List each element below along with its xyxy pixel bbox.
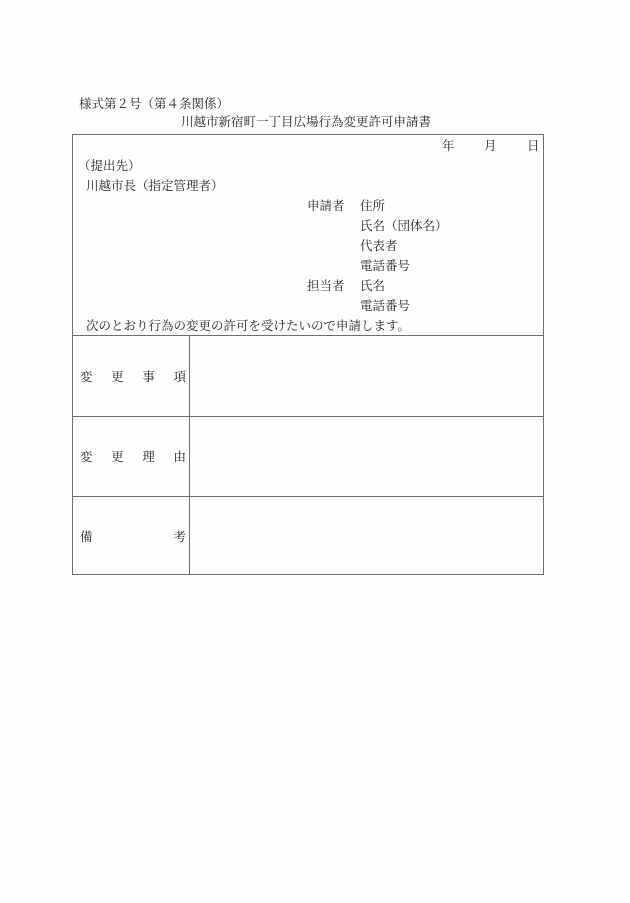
remarks-label: 備 考	[80, 528, 186, 544]
change-items-input[interactable]	[190, 336, 543, 416]
contact-phone-field[interactable]: 電話番号	[360, 298, 411, 313]
change-reason-input[interactable]	[190, 416, 543, 496]
table-row-change-reason	[73, 416, 543, 497]
applicant-label: 申請者	[307, 198, 345, 213]
application-form	[72, 134, 544, 575]
table-row-change-items	[73, 336, 543, 417]
table-row-remarks	[73, 497, 543, 574]
applicant-representative-field[interactable]: 代表者	[360, 238, 398, 253]
date-year-label[interactable]: 年	[442, 138, 455, 153]
form-number: 様式第２号（第４条関係）	[79, 96, 230, 111]
applicant-name-field[interactable]: 氏名（団体名）	[360, 218, 448, 233]
contact-person-label: 担当者	[307, 278, 345, 293]
remarks-input[interactable]	[190, 497, 543, 574]
label-cell	[73, 497, 190, 574]
date-day-label[interactable]: 日	[527, 138, 540, 153]
applicant-info-section	[73, 135, 543, 336]
date-month-label[interactable]: 月	[484, 138, 497, 153]
change-items-label: 変 更 事 項	[80, 369, 186, 384]
label-cell	[73, 336, 190, 416]
label-cell	[73, 416, 190, 496]
change-reason-label: 変 更 理 由	[80, 449, 186, 464]
application-statement: 次のとおり行為の変更の許可を受けたいので申請します。	[86, 318, 411, 333]
applicant-address-field[interactable]: 住所	[360, 198, 386, 213]
submit-to-label: （提出先）	[78, 158, 141, 173]
addressee-name: 川越市長（指定管理者）	[86, 178, 224, 193]
contact-name-field[interactable]: 氏名	[360, 278, 386, 293]
form-title: 川越市新宿町一丁目広場行為変更許可申請書	[181, 114, 432, 129]
applicant-phone-field[interactable]: 電話番号	[360, 258, 411, 273]
